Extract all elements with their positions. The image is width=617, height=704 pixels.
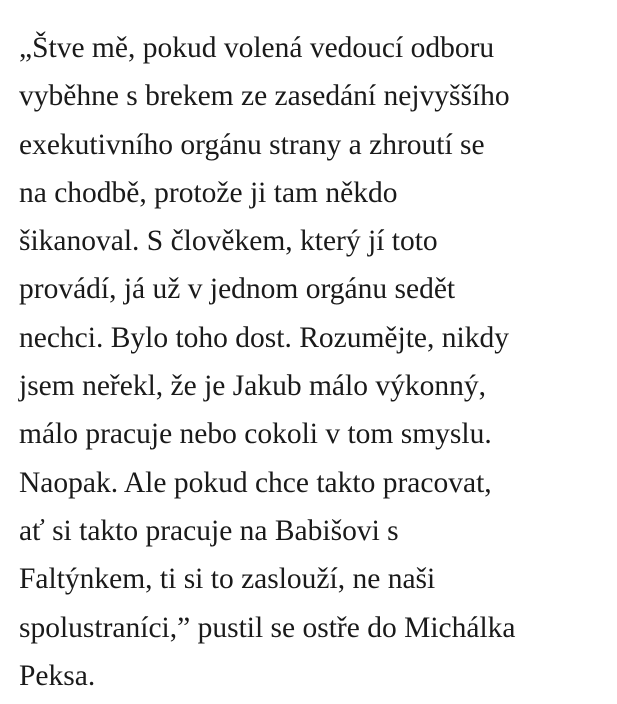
paragraph-line: na chodbě, protože ji tam někdo [19,176,398,209]
paragraph-line: ať si takto pracuje na Babišovi s [19,514,399,547]
paragraph-line: „Štve mě, pokud volená vedoucí odboru [19,32,495,64]
paragraph-line: Naopak. Ale pokud chce takto pracovat, [19,466,492,499]
paragraph-line: nechci. Bylo toho dost. Rozumějte, nikdy [19,321,509,354]
paragraph-line: Peksa. [19,659,96,692]
paragraph-line: šikanoval. S člověkem, který jí toto [19,225,438,258]
paragraph-line: provádí, já už v jednom orgánu sedět [19,273,456,306]
paragraph-line: exekutivního orgánu strany a zhroutí se [19,128,485,161]
article-paragraph [19,28,609,704]
paragraph-line: málo pracuje nebo cokoli v tom smyslu. [19,418,492,451]
paragraph-line: jsem neřekl, že je Jakub málo výkonný, [19,370,486,403]
paragraph-line: Faltýnkem, ti si to zaslouží, ne naši [19,563,436,596]
paragraph-line: spolustraníci,” pustil se ostře do Michálka [19,611,516,644]
paragraph-line: vyběhne s brekem ze zasedání nejvyššího [19,80,510,113]
